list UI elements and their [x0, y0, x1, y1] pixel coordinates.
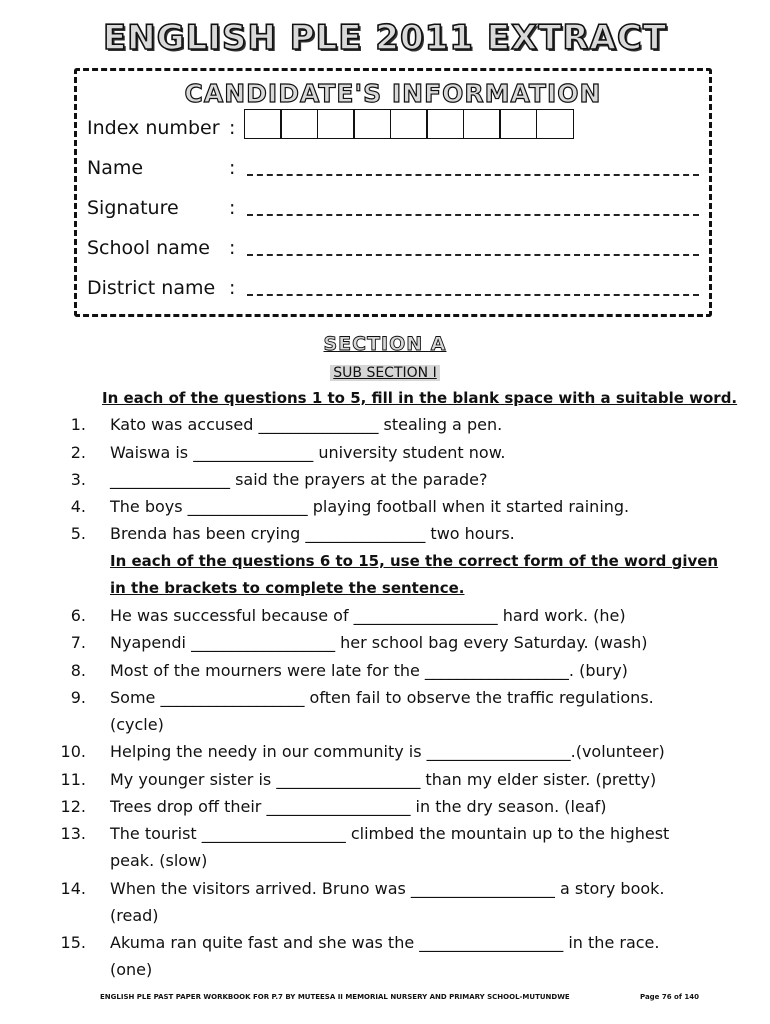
district-name-field[interactable]: [247, 294, 699, 296]
question-text: The tourist __________________ climbed the mountain up to the highest: [110, 824, 670, 843]
question-text: Waiswa is _______________ university student now.: [110, 443, 506, 462]
footer-workbook-title: ENGLISH PLE PAST PAPER WORKBOOK FOR P.7 BY MUTEESA II MEMORIAL NURSERY AND PRIMARY SCHOOL-MUTUNDWE: [100, 993, 570, 1001]
index-number-label: Index number: [87, 117, 220, 139]
district-name-label: District name: [87, 277, 216, 299]
question-number: 4.: [70, 497, 86, 516]
question-text: Helping the needy in our community is __________________.(volunteer): [110, 742, 665, 761]
subsection-wrap: [0, 362, 770, 381]
question-continuation: peak. (slow): [110, 851, 208, 870]
name-colon: :: [229, 157, 236, 179]
candidate-info-box: [74, 68, 712, 317]
question-number: 8.: [70, 661, 86, 680]
instruction-1: In each of the questions 1 to 5, fill in the blank space with a suitable word.: [102, 389, 738, 407]
question-number: 15.: [60, 933, 86, 952]
index-digit-box[interactable]: [280, 109, 318, 139]
question-number: 1.: [70, 415, 86, 434]
question-text: _______________ said the prayers at the parade?: [110, 470, 488, 489]
question-number: 3.: [70, 470, 86, 489]
index-digit-box[interactable]: [390, 109, 428, 139]
index-digit-box[interactable]: [536, 109, 574, 139]
question-number: 12.: [60, 797, 86, 816]
footer-page-number: Page 76 of 140: [640, 993, 699, 1001]
question-number: 7.: [70, 633, 86, 652]
index-digit-box[interactable]: [463, 109, 501, 139]
section-title: SECTION A: [323, 333, 447, 355]
instruction-2-line2: in the brackets to complete the sentence.: [110, 579, 465, 597]
question-text: Nyapendi __________________ her school bag every Saturday. (wash): [110, 633, 648, 652]
instruction-2-line1: In each of the questions 6 to 15, use the correct form of the word given: [110, 552, 719, 570]
index-digit-box[interactable]: [499, 109, 537, 139]
question-text: When the visitors arrived. Bruno was __________________ a story book.: [110, 879, 665, 898]
question-number: 10.: [60, 742, 86, 761]
question-text: Trees drop off their __________________ in the dry season. (leaf): [110, 797, 607, 816]
signature-field[interactable]: [247, 214, 699, 216]
index-digit-box[interactable]: [353, 109, 391, 139]
school-name-colon: :: [229, 237, 236, 259]
index-number-boxes[interactable]: [245, 109, 574, 139]
name-label: Name: [87, 157, 144, 179]
index-number-colon: :: [229, 117, 236, 139]
question-text: Kato was accused _______________ stealing a pen.: [110, 415, 503, 434]
question-number: 2.: [70, 443, 86, 462]
index-digit-box[interactable]: [317, 109, 355, 139]
subsection-title: SUB SECTION I: [330, 365, 439, 381]
question-text: He was successful because of __________________ hard work. (he): [110, 606, 626, 625]
question-continuation: (one): [110, 960, 153, 979]
question-number: 6.: [70, 606, 86, 625]
school-name-field[interactable]: [247, 254, 699, 256]
name-field[interactable]: [247, 174, 699, 176]
school-name-label: School name: [87, 237, 210, 259]
index-digit-box[interactable]: [426, 109, 464, 139]
page-title: ENGLISH PLE 2011 EXTRACT: [102, 18, 668, 58]
signature-label: Signature: [87, 197, 179, 219]
question-number: 11.: [60, 770, 86, 789]
question-text: Some __________________ often fail to observe the traffic regulations.: [110, 688, 654, 707]
question-text: Most of the mourners were late for the __________________. (bury): [110, 661, 628, 680]
question-text: Akuma ran quite fast and she was the __________________ in the race.: [110, 933, 660, 952]
question-text: Brenda has been crying _______________ two hours.: [110, 524, 515, 543]
question-number: 9.: [70, 688, 86, 707]
signature-colon: :: [229, 197, 236, 219]
index-digit-box[interactable]: [244, 109, 282, 139]
question-continuation: (read): [110, 906, 159, 925]
question-text: My younger sister is __________________ than my elder sister. (pretty): [110, 770, 657, 789]
question-number: 5.: [70, 524, 86, 543]
question-number: 14.: [60, 879, 86, 898]
candidate-info-heading: CANDIDATE'S INFORMATION: [184, 79, 602, 108]
question-number: 13.: [60, 824, 86, 843]
question-text: The boys _______________ playing football when it started raining.: [110, 497, 630, 516]
question-continuation: (cycle): [110, 715, 164, 734]
district-name-colon: :: [229, 277, 236, 299]
